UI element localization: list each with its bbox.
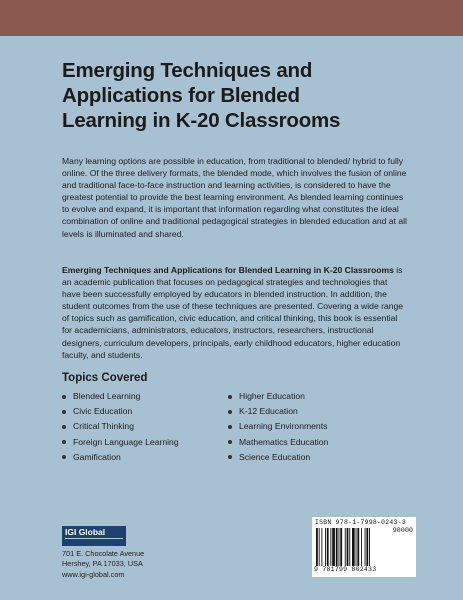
barcode-bar xyxy=(361,528,362,566)
intro-paragraph: Many learning options are possible in education, from traditional to blended/ hybrid to fully online. Of the three delivery formats, the blended mode, which involves the fusion of online and traditional face-to-face instruction and learning activities, is considered to have the greatest potential to provide the best learning environment. As blended learning continues to evolve and expand, it is important that information regarding what constitutes the ideal combination of online and traditional pedagogical strategies in blended education and at all levels is illuminated and shared. xyxy=(62,156,407,239)
bullet-icon xyxy=(62,425,66,429)
description-paragraph xyxy=(62,264,407,361)
topics-list-right xyxy=(228,389,328,465)
topic-item xyxy=(62,419,179,434)
topic-item xyxy=(228,419,328,434)
bullet-icon xyxy=(62,410,66,414)
bullet-icon xyxy=(62,440,66,444)
barcode-bar xyxy=(366,528,368,566)
title-line: Applications for Blended xyxy=(62,84,300,107)
topic-label: Foreign Language Learning xyxy=(73,436,179,447)
publisher-logo-rule xyxy=(65,538,123,542)
barcode-bar xyxy=(365,528,366,566)
bullet-icon xyxy=(228,425,232,429)
description-book-title: Emerging Techniques and Applications for Blended Learning in K-20 Classrooms xyxy=(62,265,394,275)
topic-label: Blended Learning xyxy=(73,391,141,401)
barcode-bar xyxy=(319,528,320,566)
barcode-bar xyxy=(345,528,346,566)
topic-item xyxy=(228,450,328,465)
topic-item xyxy=(228,389,328,404)
topic-item xyxy=(62,435,179,450)
bullet-icon xyxy=(228,410,232,414)
barcode-bar xyxy=(327,528,329,566)
barcode-bar xyxy=(339,528,340,566)
ean-digits: 9 781799 802433 xyxy=(314,566,377,573)
barcode-bar xyxy=(325,528,326,566)
barcode-bars-icon xyxy=(316,528,386,566)
topic-label: Critical Thinking xyxy=(73,421,134,432)
topic-item xyxy=(62,450,179,465)
barcode-bar xyxy=(352,528,355,566)
bullet-icon xyxy=(62,395,66,399)
bullet-icon xyxy=(228,455,232,459)
topic-label: K-12 Education xyxy=(239,406,298,417)
book-title xyxy=(62,58,422,133)
barcode-bar xyxy=(349,528,350,566)
publisher-address xyxy=(62,549,144,580)
bullet-icon xyxy=(228,440,232,444)
topic-label: Civic Education xyxy=(73,406,133,417)
title-line: Learning in K-20 Classrooms xyxy=(62,109,341,132)
topic-label: Learning Environments xyxy=(239,421,328,432)
barcode-bar xyxy=(356,528,357,566)
topic-item xyxy=(228,404,328,419)
topics-heading: Topics Covered xyxy=(62,372,148,384)
barcode-bar xyxy=(357,528,359,566)
topic-item xyxy=(62,389,179,404)
publisher-logo-text: IGI Global xyxy=(65,527,106,537)
barcode-bar xyxy=(347,528,349,566)
barcode-bar xyxy=(316,528,318,566)
barcode-bar xyxy=(340,528,342,566)
barcode-bar xyxy=(369,528,370,566)
topic-label: Science Education xyxy=(239,451,311,462)
barcode-bar xyxy=(336,528,338,566)
top-color-band xyxy=(0,0,463,36)
topic-item xyxy=(228,435,328,450)
address-line: 701 E. Chocolate Avenue xyxy=(62,549,145,558)
topic-label: Gamification xyxy=(73,451,121,462)
topic-label: Higher Education xyxy=(239,391,305,401)
barcode-bar xyxy=(321,528,322,566)
publisher-website: www.igi-global.com xyxy=(62,569,125,579)
topic-label: Mathematics Education xyxy=(239,436,329,447)
description-body: is an academic publication that focuses on pedagogical strategies and technologies that have been successfully employed by educators in blended instruction. In addition, the student outcomes from the use of these techniques are presented. Covering a wide range of topics such as gamification, civic education, and critical thinking, this book is essential for academicians, administrators, educators, instructors, researchers, instructional designers, curriculum developers, principals, early childhood educators, higher education faculty, and students. xyxy=(62,265,404,360)
topics-list-left xyxy=(62,389,179,465)
title-line: Emerging Techniques and xyxy=(62,59,313,82)
publisher-logo xyxy=(62,526,126,546)
topic-item xyxy=(62,404,179,419)
isbn-barcode xyxy=(312,517,416,577)
barcode-bar xyxy=(330,528,331,566)
address-line: Hershey, PA 17033, USA xyxy=(62,559,143,569)
price-code: 90000 xyxy=(392,527,413,535)
bullet-icon xyxy=(62,455,66,459)
isbn-number: ISBN 978-1-7998-0243-3 xyxy=(315,519,406,526)
bullet-icon xyxy=(228,395,232,399)
barcode-bar xyxy=(332,528,335,566)
